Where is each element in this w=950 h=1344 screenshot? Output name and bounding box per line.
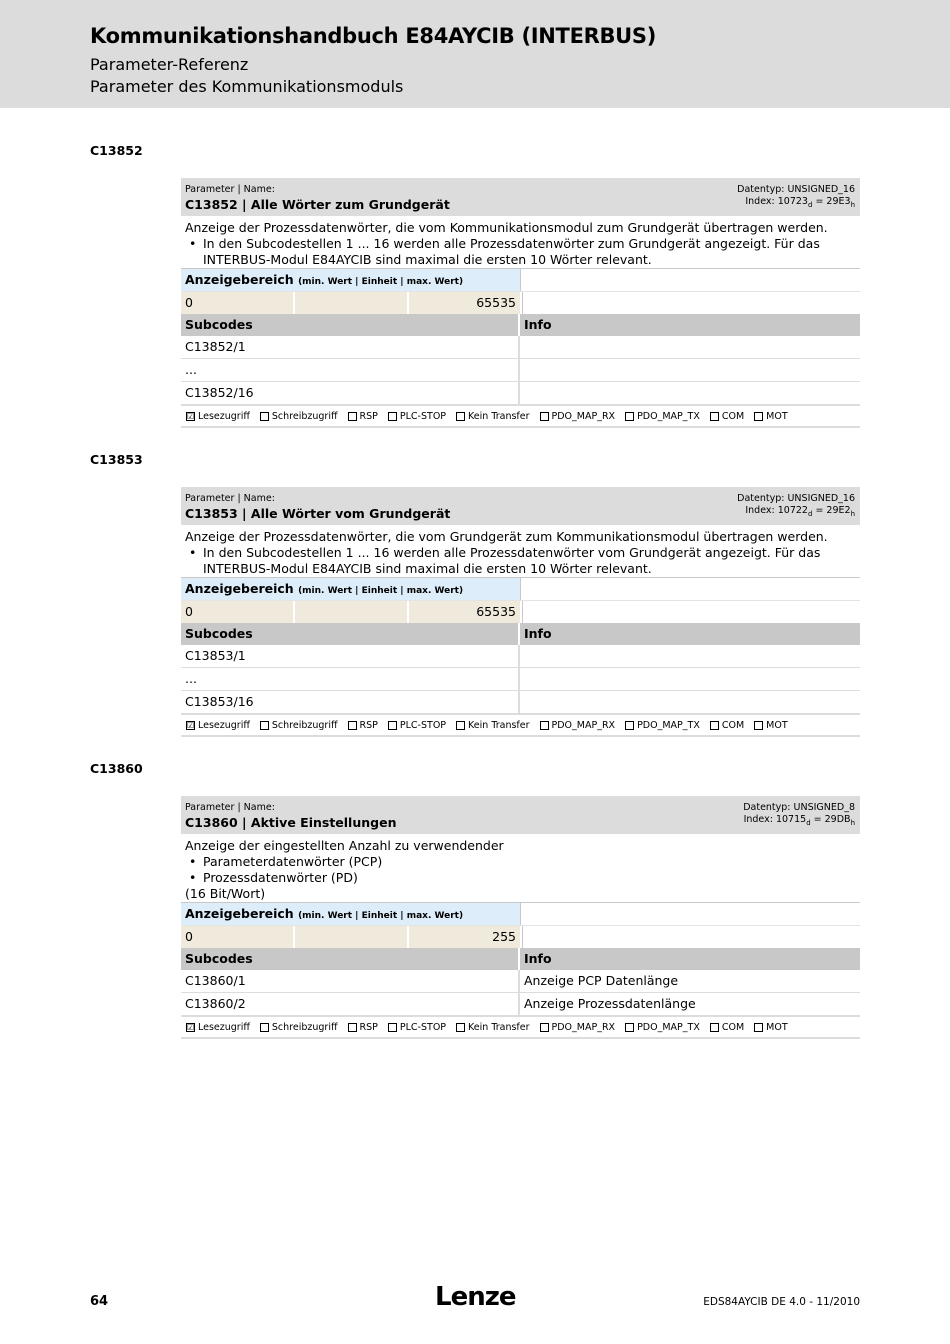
- info-heading: Info: [524, 626, 552, 641]
- document-id: EDS84AYCIB DE 4.0 - 11/2010: [703, 1296, 860, 1308]
- checkbox-icon: ☑: [187, 1022, 195, 1032]
- access-flag-label: PDO_MAP_TX: [637, 1021, 700, 1033]
- checkbox-icon: [625, 721, 634, 730]
- section-label: C13860: [90, 761, 143, 776]
- section-title: Parameter des Kommunikationsmoduls: [90, 77, 404, 96]
- checkbox-icon: [348, 412, 357, 421]
- access-flag: [388, 720, 446, 731]
- parameter-header: [181, 487, 860, 525]
- range-unit: [295, 601, 407, 623]
- checkbox-icon: [710, 1023, 719, 1032]
- checkbox-icon: [625, 1023, 634, 1032]
- range-spacer: [520, 578, 860, 600]
- param-name: C13852 | Alle Wörter zum Grundgerät: [185, 197, 450, 212]
- range-values: [181, 600, 860, 623]
- checkbox-icon: [754, 1023, 763, 1032]
- index-number: Index: 10723: [745, 196, 808, 207]
- table-row: [181, 691, 860, 714]
- param-name-label: Parameter | Name:: [185, 493, 275, 504]
- info-cell: [520, 668, 860, 690]
- subcode-header: [181, 948, 860, 970]
- checkbox-icon: [754, 412, 763, 421]
- table-row: [181, 359, 860, 382]
- index-number: Index: 10715: [743, 814, 807, 825]
- range-label: [181, 903, 520, 925]
- range-min: 0: [181, 601, 293, 623]
- access-flag: [456, 411, 529, 422]
- range-hint: (min. Wert | Einheit | max. Wert): [298, 586, 464, 596]
- access-flag-label: RSP: [359, 1021, 378, 1033]
- description-bullet: • In den Subcodestellen 1 ... 16 werden alle Prozessdatenwörter zum Grundgerät angezeigt. Für das INTERBUS-Modul E84AYCIB sind maximal die ersten 10 Wörter relevant.: [185, 236, 856, 268]
- param-name-label: Parameter | Name:: [185, 802, 275, 813]
- range-min: 0: [181, 292, 293, 314]
- description-list: [185, 545, 856, 577]
- access-flag: [540, 411, 616, 422]
- checkbox-icon: [456, 721, 465, 730]
- access-flag: [754, 1022, 787, 1033]
- checkbox-icon: ☑: [187, 411, 195, 421]
- index-sub-d: d: [807, 200, 813, 209]
- description-bullet: • Parameterdatenwörter (PCP): [185, 854, 856, 870]
- subcode-cell: C13860/1: [181, 970, 520, 992]
- range-spacer: [522, 292, 860, 314]
- index-hex: = 29E3: [812, 196, 851, 207]
- range-hint: (min. Wert | Einheit | max. Wert): [298, 911, 464, 921]
- description-text: Anzeige der eingestellten Anzahl zu verwendender: [185, 838, 504, 853]
- range-unit: [295, 926, 407, 948]
- param-name: C13860 | Aktive Einstellungen: [185, 815, 397, 830]
- index-hex: = 29DB: [810, 814, 851, 825]
- info-cell: [520, 359, 860, 381]
- parameter-header: [181, 178, 860, 216]
- table-row: [181, 336, 860, 359]
- access-flag: [754, 720, 787, 731]
- access-flag-label: RSP: [359, 719, 378, 731]
- checkbox-icon: [710, 412, 719, 421]
- param-name-label: Parameter | Name:: [185, 184, 275, 195]
- access-flag-label: PDO_MAP_RX: [551, 719, 616, 731]
- range-header: [181, 268, 860, 291]
- info-cell: [520, 382, 860, 404]
- range-max: 65535: [409, 292, 520, 314]
- subcode-cell: C13853/1: [181, 645, 520, 667]
- access-flag-label: MOT: [766, 1021, 788, 1033]
- lenze-logo: Lenze: [435, 1282, 516, 1312]
- range-max: 65535: [409, 601, 520, 623]
- description-text: Anzeige der Prozessdatenwörter, die vom Grundgerät zum Kommunikationsmodul übertragen werden.: [185, 529, 828, 544]
- access-flag-label: COM: [721, 410, 745, 422]
- section-label: C13852: [90, 143, 143, 158]
- access-flag-label: Lesezugriff: [198, 410, 250, 422]
- access-flag-label: Schreibzugriff: [271, 410, 338, 422]
- index-hex: = 29E2: [812, 505, 851, 516]
- subcodes-heading: Subcodes: [181, 314, 520, 336]
- access-flag: [186, 720, 250, 731]
- range-min: 0: [181, 926, 293, 948]
- range-values: [181, 925, 860, 948]
- checkbox-icon: [710, 721, 719, 730]
- checkbox-icon: [540, 412, 549, 421]
- index-sub-h: h: [850, 509, 855, 518]
- access-flag-label: Schreibzugriff: [271, 719, 338, 731]
- datatype: Datentyp: UNSIGNED_8: [743, 802, 855, 813]
- access-flag: [388, 411, 446, 422]
- access-flags: [181, 1016, 860, 1039]
- access-flag: [710, 720, 744, 731]
- access-flags: [181, 714, 860, 737]
- access-flag-label: COM: [721, 1021, 745, 1033]
- access-flag: [625, 411, 700, 422]
- access-flag: [348, 1022, 378, 1033]
- description: [181, 834, 860, 902]
- index: [745, 505, 855, 518]
- page-number: 64: [90, 1294, 109, 1309]
- info-cell: Anzeige Prozessdatenlänge: [524, 996, 696, 1011]
- access-flag: [625, 720, 700, 731]
- checkbox-icon: [388, 1023, 397, 1032]
- access-flag-label: PDO_MAP_TX: [637, 410, 700, 422]
- parameter-block: [181, 487, 860, 737]
- subcode-header: [181, 623, 860, 645]
- subcode-cell: C13852/16: [181, 382, 520, 404]
- description-tail: (16 Bit/Wort): [185, 886, 266, 901]
- info-heading: Info: [524, 317, 552, 332]
- info-heading: Info: [524, 951, 552, 966]
- access-flag-label: PDO_MAP_RX: [551, 1021, 616, 1033]
- checkbox-icon: ☑: [187, 720, 195, 730]
- index-number: Index: 10722: [745, 505, 808, 516]
- range-values: [181, 291, 860, 314]
- access-flag: [186, 411, 250, 422]
- access-flag: [260, 1022, 338, 1033]
- access-flag-label: Lesezugriff: [198, 1021, 250, 1033]
- page-header: [0, 0, 950, 108]
- range-header: [181, 902, 860, 925]
- checkbox-icon: [348, 1023, 357, 1032]
- access-flag: [625, 1022, 700, 1033]
- access-flag: [710, 1022, 744, 1033]
- range-title: Anzeigebereich: [185, 581, 294, 596]
- access-flag-label: COM: [721, 719, 745, 731]
- index-sub-d: d: [807, 509, 813, 518]
- range-hint: (min. Wert | Einheit | max. Wert): [298, 277, 464, 287]
- index: [744, 814, 855, 827]
- table-row: [181, 382, 860, 405]
- info-cell: [520, 336, 860, 358]
- info-cell: Anzeige PCP Datenlänge: [524, 973, 679, 988]
- access-flag: [456, 720, 529, 731]
- description-bullet: • Prozessdatenwörter (PD): [185, 870, 856, 886]
- subcode-cell: C13860/2: [181, 993, 520, 1015]
- section-label: C13853: [90, 452, 143, 467]
- checkbox-icon: [540, 1023, 549, 1032]
- datatype: Datentyp: UNSIGNED_16: [737, 184, 855, 195]
- access-flag-label: Kein Transfer: [468, 719, 530, 731]
- access-flag-label: Kein Transfer: [468, 1021, 530, 1033]
- range-label: [181, 269, 520, 291]
- access-flag-label: PDO_MAP_TX: [637, 719, 700, 731]
- index-sub-h: h: [850, 200, 855, 209]
- parameter-block: [181, 178, 860, 428]
- index-sub-h: h: [850, 818, 855, 827]
- checkbox-icon: [260, 412, 269, 421]
- checkbox-icon: [456, 1023, 465, 1032]
- access-flag: [348, 720, 378, 731]
- table-row: [181, 645, 860, 668]
- param-name: C13853 | Alle Wörter vom Grundgerät: [185, 506, 451, 521]
- description-list: [185, 854, 856, 886]
- datatype: Datentyp: UNSIGNED_16: [737, 493, 855, 504]
- access-flag: [260, 720, 338, 731]
- subcode-cell: ...: [181, 359, 520, 381]
- description-list: [185, 236, 856, 268]
- access-flag: [540, 1022, 616, 1033]
- parameter-block: [181, 796, 860, 1039]
- access-flag: [456, 1022, 529, 1033]
- document-title: Kommunikationshandbuch E84AYCIB (INTERBUS): [90, 24, 657, 48]
- info-cell: [520, 691, 860, 713]
- checkbox-icon: [388, 721, 397, 730]
- info-cell: [520, 645, 860, 667]
- access-flag-label: RSP: [359, 410, 378, 422]
- range-title: Anzeigebereich: [185, 906, 294, 921]
- checkbox-icon: [260, 721, 269, 730]
- checkbox-icon: [540, 721, 549, 730]
- description-bullet: • In den Subcodestellen 1 ... 16 werden alle Prozessdatenwörter vom Grundgerät angezeigt. Für das INTERBUS-Modul E84AYCIB sind maximal die ersten 10 Wörter relevant.: [185, 545, 856, 577]
- table-row: [181, 993, 860, 1016]
- access-flag: [540, 720, 616, 731]
- range-spacer: [522, 601, 860, 623]
- subcode-cell: C13853/16: [181, 691, 520, 713]
- range-header: [181, 577, 860, 600]
- checkbox-icon: [754, 721, 763, 730]
- subcodes-heading: Subcodes: [181, 623, 520, 645]
- table-row: [181, 668, 860, 691]
- range-unit: [295, 292, 407, 314]
- range-spacer: [520, 269, 860, 291]
- parameter-header: [181, 796, 860, 834]
- checkbox-icon: [260, 1023, 269, 1032]
- access-flag: [348, 411, 378, 422]
- access-flag-label: Schreibzugriff: [271, 1021, 338, 1033]
- range-spacer: [520, 903, 860, 925]
- range-title: Anzeigebereich: [185, 272, 294, 287]
- table-row: [181, 970, 860, 993]
- access-flag-label: MOT: [766, 410, 788, 422]
- description: [181, 216, 860, 268]
- access-flag: [260, 411, 338, 422]
- index-sub-d: d: [806, 818, 811, 827]
- description-text: Anzeige der Prozessdatenwörter, die vom Kommunikationsmodul zum Grundgerät übertragen werden.: [185, 220, 828, 235]
- access-flag: [710, 411, 744, 422]
- subcode-cell: C13852/1: [181, 336, 520, 358]
- range-label: [181, 578, 520, 600]
- subcodes-heading: Subcodes: [181, 948, 520, 970]
- access-flag-label: PDO_MAP_RX: [551, 410, 616, 422]
- access-flag-label: PLC-STOP: [399, 1021, 447, 1033]
- subcode-cell: ...: [181, 668, 520, 690]
- access-flag-label: PLC-STOP: [399, 719, 447, 731]
- checkbox-icon: [348, 721, 357, 730]
- range-spacer: [522, 926, 860, 948]
- access-flags: [181, 405, 860, 428]
- access-flag-label: Kein Transfer: [468, 410, 530, 422]
- range-max: 255: [409, 926, 520, 948]
- access-flag-label: PLC-STOP: [399, 410, 447, 422]
- description: [181, 525, 860, 577]
- access-flag: [186, 1022, 250, 1033]
- access-flag-label: Lesezugriff: [198, 719, 250, 731]
- checkbox-icon: [388, 412, 397, 421]
- checkbox-icon: [625, 412, 634, 421]
- checkbox-icon: [456, 412, 465, 421]
- subcode-header: [181, 314, 860, 336]
- access-flag: [388, 1022, 446, 1033]
- access-flag-label: MOT: [766, 719, 788, 731]
- index: [745, 196, 855, 209]
- chapter-title: Parameter-Referenz: [90, 55, 249, 74]
- access-flag: [754, 411, 787, 422]
